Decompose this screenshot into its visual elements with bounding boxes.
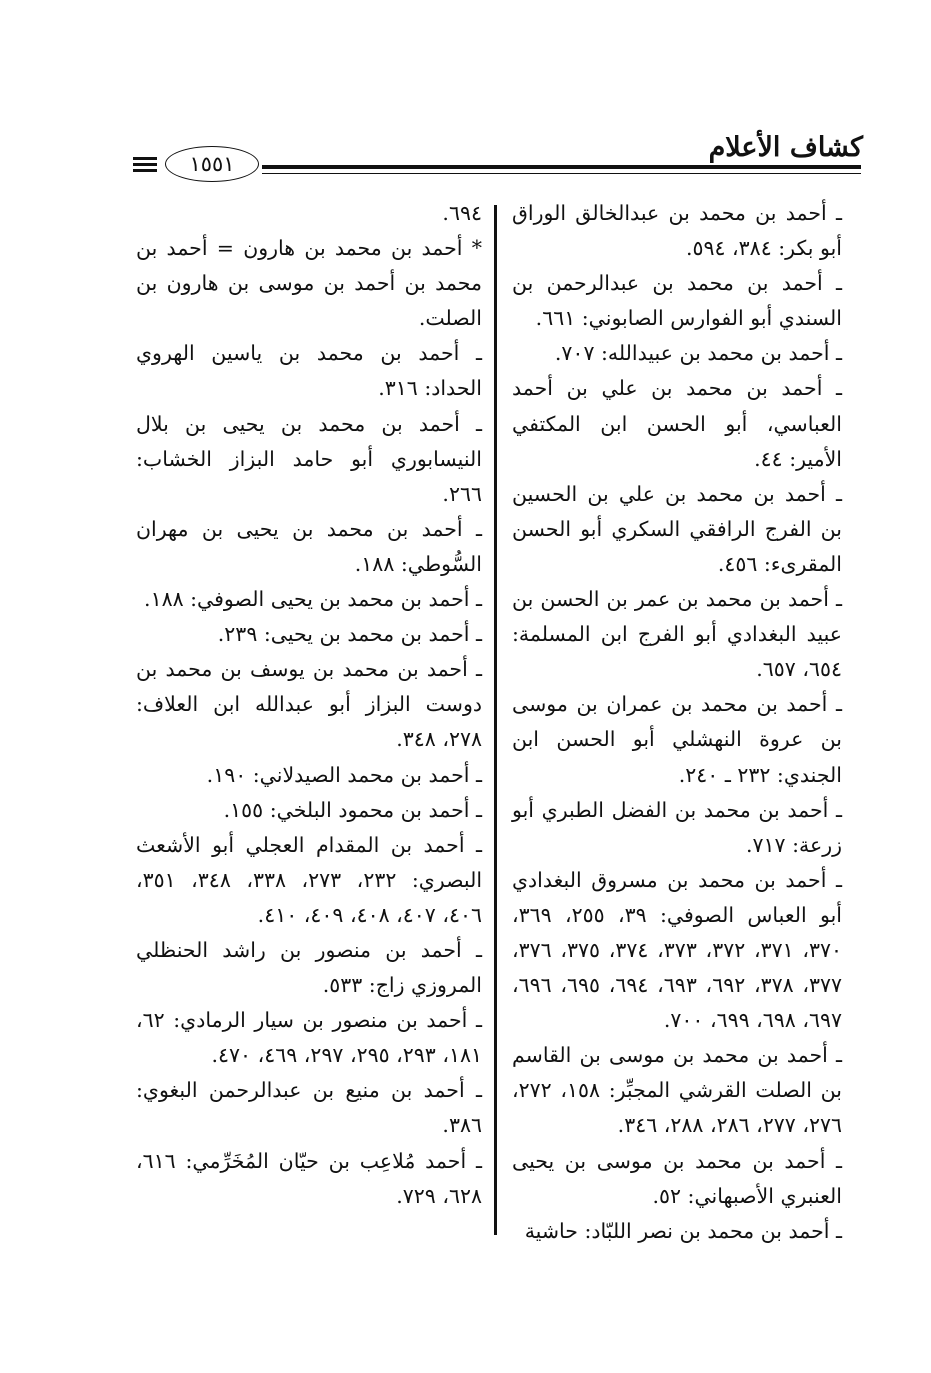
index-entry: ـ أحمد بن منيع بن عبدالرحمن البغوي: ٣٨٦. (136, 1078, 482, 1138)
index-entry: ـ أحمد بن محمد بن يوسف بن محمد بن دوست البزاز أبو عبدالله ابن العلاف: ٢٧٨، ٣٤٨. (136, 657, 482, 752)
index-entry: ـ أحمد بن محمد بن عبدالخالق الوراق أبو بكر: ٣٨٤، ٥٩٤. (512, 201, 842, 261)
index-entry: ـ أحمد بن محمد بن الفضل الطبري أبو زرعة: ٧١٧. (512, 797, 842, 857)
index-entry: ـ أحمد بن محمود البلخي: ١٥٥. (223, 797, 482, 822)
index-entry: ٦٩٤. (442, 201, 482, 225)
index-entry: ـ أحمد بن محمد بن مسروق البغدادي أبو العباس الصوفي: ٣٩، ٢٥٥، ٣٦٩، ٣٧٠، ٣٧١، ٣٧٢، ٣٧٣، ٣٧٤، ٣٧٥، ٣٧٦، ٣٧٧، ٣٧٨، ٦٩٢، ٦٩٣، ٦٩٤، ٦٩٥، ٦٩٦، ٦٩٧، ٦٩٨، ٦٩٩، ٧٠٠. (512, 867, 843, 1033)
index-entry: ـ أحمد بن محمد بن عبيدالله: ٧٠٧. (554, 341, 842, 366)
header-rule-thin (262, 173, 861, 174)
index-entry: ـ أحمد بن محمد بن عبدالرحمن بن السندي أبو الفوارس الصابوني: ٦٦١. (512, 271, 842, 331)
column-divider (494, 205, 497, 1235)
index-entry: ـ أحمد بن محمد بن ياسين الهروي الحداد: ٣١٦. (136, 341, 482, 401)
index-entry: ـ أحمد بن محمد بن يحيى بن بلال النيسابوري أبو حامد البزاز الخشاب: ٢٦٦. (136, 411, 482, 506)
index-entry: ـ أحمد بن محمد بن موسى بن يحيى العنبري الأصبهاني: ٥٢. (512, 1148, 842, 1208)
header-ornament-line (133, 169, 157, 172)
index-entry: ـ أحمد بن محمد بن علي بن أحمد العباسي، أبو الحسن ابن المكتفي الأمير: ٤٤. (512, 376, 842, 471)
index-entry: * أحمد بن محمد بن هارون = أحمد بن محمد بن أحمد بن موسى بن هارون بن الصلت. (136, 236, 482, 331)
index-column-left (136, 196, 482, 1214)
index-entry: ـ أحمد بن محمد الصيدلاني: ١٩٠. (206, 762, 482, 787)
page-number: ١٥٥١ (165, 146, 259, 182)
index-entry: ـ أحمد بن منصور بن سيار الرمادي: ٦٢، ١٨١، ٢٩٣، ٢٩٥، ٢٩٧، ٤٦٩، ٤٧٠. (136, 1008, 482, 1068)
index-entry: ـ أحمد بن محمد بن يحيى بن مهران السُّوطي: ١٨٨. (136, 516, 482, 576)
index-entry: ـ أحمد بن المقدام العجلي أبو الأشعث البصري: ٢٣٢، ٢٧٣، ٣٣٨، ٣٤٨، ٣٥١، ٤٠٦، ٤٠٧، ٤٠٨، ٤٠٩، ٤١٠. (136, 832, 483, 927)
index-entry: ـ أحمد مُلاعِب بن حيّان المُخَرِّمي: ٦١٦، ٦٢٨، ٧٢٩. (136, 1148, 482, 1208)
page-header (0, 0, 931, 200)
running-title: كشاف الأعلام (708, 132, 863, 163)
index-column-right (512, 196, 842, 1249)
index-entry: ـ أحمد بن محمد بن موسى بن القاسم بن الصلت القرشي المجبِّر: ١٥٨، ٢٧٢، ٢٧٦، ٢٧٧، ٢٨٦، ٢٨٨، ٣٤٦. (512, 1043, 842, 1138)
index-entry: ـ أحمد بن محمد بن عمر بن الحسن بن عبيد البغدادي أبو الفرج ابن المسلمة: ٦٥٤، ٦٥٧. (512, 587, 842, 682)
index-entry: ـ أحمد بن منصور بن راشد الحنظلي المروزي زاج: ٥٣٣. (136, 937, 482, 998)
index-entry: ـ أحمد بن محمد بن عمران بن موسى بن عروة النهشلي أبو الحسن ابن الجندي: ٢٣٢ ـ ٢٤٠. (512, 692, 842, 787)
index-entry: ـ أحمد بن محمد بن نصر اللبّاد: حاشية (524, 1218, 842, 1243)
index-entry: ـ أحمد بن محمد بن يحيى: ٢٣٩. (217, 622, 482, 647)
header-ornament-line (133, 157, 157, 160)
header-rule-thick (262, 165, 861, 169)
header-ornament-line (133, 163, 157, 166)
index-entry: ـ أحمد بن محمد بن علي بن الحسين بن الفرج الرافقي السكري أبو الحسن المقرىء: ٤٥٦. (512, 481, 842, 576)
index-entry: ـ أحمد بن محمد بن يحيى الصوفي: ١٨٨. (144, 587, 482, 612)
